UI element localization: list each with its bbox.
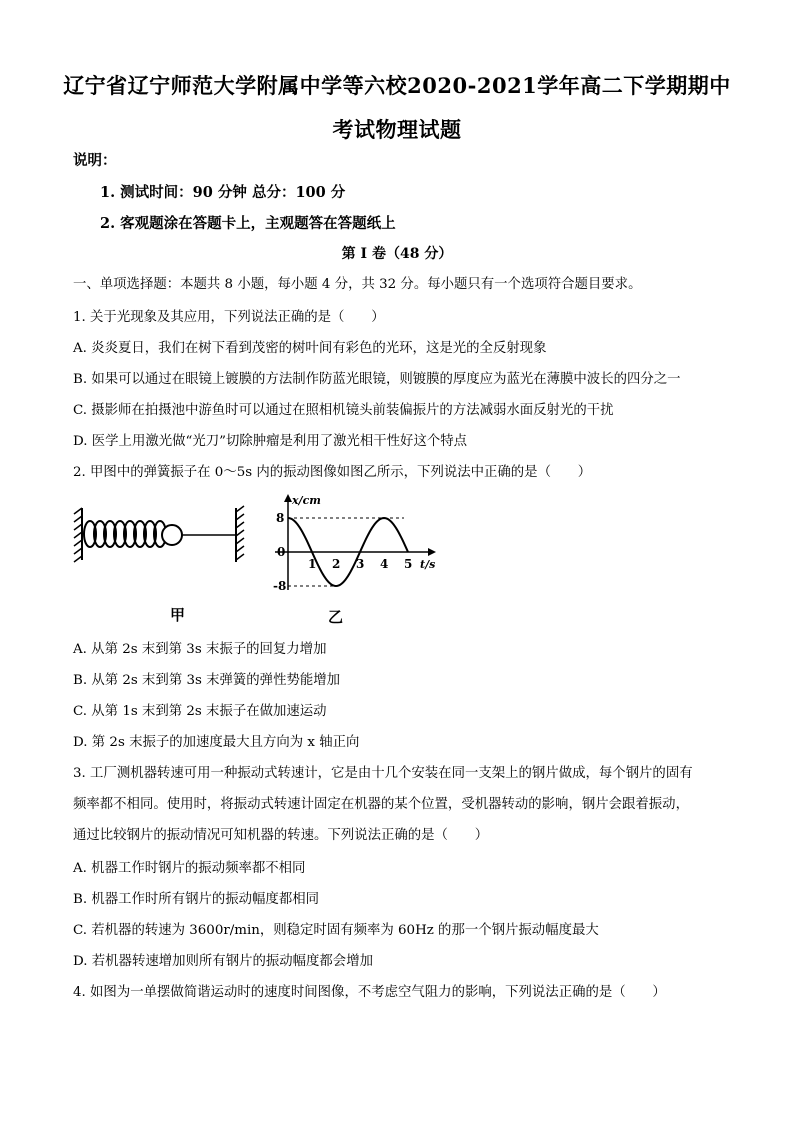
tick-label-3: 3 (356, 557, 365, 571)
tick-label-5: 5 (404, 557, 413, 571)
question-2-option-b: B. 从第 2s 末到第 3s 末弹簧的弹性势能增加 (73, 673, 341, 688)
question-2-option-d: D. 第 2s 末振子的加速度最大且方向为 x 轴正向 (73, 735, 360, 750)
figure-label-jia: 甲 (170, 606, 186, 624)
origin-label: 0 (277, 545, 286, 559)
left-wall (74, 508, 82, 562)
oscillator-figure (70, 490, 450, 635)
tick-label-1: 1 (308, 557, 317, 571)
x-axis-label: t/s (420, 558, 436, 571)
question-3-option-d: D. 若机器转速增加则所有钢片的振动幅度都会增加 (73, 954, 373, 969)
section-instruction: 一、单项选择题：本题共 8 小题，每小题 4 分，共 32 分。每小题只有一个选项符合题目要求。 (73, 277, 642, 292)
notes-item-2: 2. 客观题涂在答题卡上，主观题答在答题纸上 (100, 215, 396, 232)
y-min-label: -8 (273, 579, 287, 593)
question-3-option-a: A. 机器工作时钢片的振动频率都不相同 (73, 861, 306, 876)
tick-label-4: 4 (380, 557, 389, 571)
notes-label: 说明： (73, 152, 117, 169)
question-1-option-c: C. 摄影师在拍摄池中游鱼时可以通过在照相机镜头前装偏振片的方法减弱水面反射光的干扰 (73, 403, 614, 418)
question-1-option-a: A. 炎炎夏日，我们在树下看到茂密的树叶间有彩色的光环，这是光的全反射现象 (73, 341, 547, 356)
question-1-option-b: B. 如果可以通过在眼镜上镀膜的方法制作防蓝光眼镜，则镀膜的厚度应为蓝光在薄膜中波长的四分之一 (73, 372, 681, 387)
notes-item-1: 1. 测试时间：90 分钟 总分：100 分 (100, 184, 346, 201)
question-3-stem-line-1: 3. 工厂测机器转速可用一种振动式转速计，它是由十几个安装在同一支架上的钢片做成，每个钢片的固有 (73, 766, 693, 781)
question-3-stem-line-2: 频率都不相同。使用时，将振动式转速计固定在机器的某个位置，受机器转动的影响，钢片会跟着振动， (73, 797, 689, 812)
question-2-stem: 2. 甲图中的弹簧振子在 0～5s 内的振动图像如图乙所示，下列说法中正确的是（ ） (73, 465, 592, 480)
oscillator-ball (162, 525, 182, 545)
question-3-stem-line-3: 通过比较钢片的振动情况可知机器的转速。下列说法正确的是（ ） (73, 828, 489, 843)
y-max-label: 8 (276, 511, 285, 525)
section-heading: 第 I 卷（48 分） (341, 246, 453, 262)
right-wall (236, 506, 244, 562)
tick-label-2: 2 (332, 557, 341, 571)
displacement-graph (273, 494, 436, 593)
title-line-2: 考试物理试题 (332, 117, 462, 142)
y-axis-label: x/cm (292, 494, 321, 507)
question-3-option-b: B. 机器工作时所有钢片的振动幅度都相同 (73, 892, 319, 907)
question-4-stem: 4. 如图为一单摆做简谐运动时的速度时间图像，不考虑空气阻力的影响，下列说法正确的是（ ） (73, 985, 666, 1000)
figure-label-yi: 乙 (328, 608, 344, 626)
question-3-option-c: C. 若机器的转速为 3600r/min，则稳定时固有频率为 60Hz 的那一个钢片振动幅度最大 (73, 923, 599, 938)
question-1-option-d: D. 医学上用激光做“光刀”切除肿瘤是利用了激光相干性好这个特点 (73, 434, 468, 449)
question-2-option-a: A. 从第 2s 末到第 3s 末振子的回复力增加 (73, 642, 327, 657)
question-2-option-c: C. 从第 1s 末到第 2s 末振子在做加速运动 (73, 704, 327, 719)
question-1-stem: 1. 关于光现象及其应用，下列说法正确的是（ ） (73, 310, 385, 325)
title-line-1: 辽宁省辽宁师范大学附属中学等六校2020-2021学年高二下学期期中 (63, 73, 731, 98)
spring (84, 521, 166, 547)
